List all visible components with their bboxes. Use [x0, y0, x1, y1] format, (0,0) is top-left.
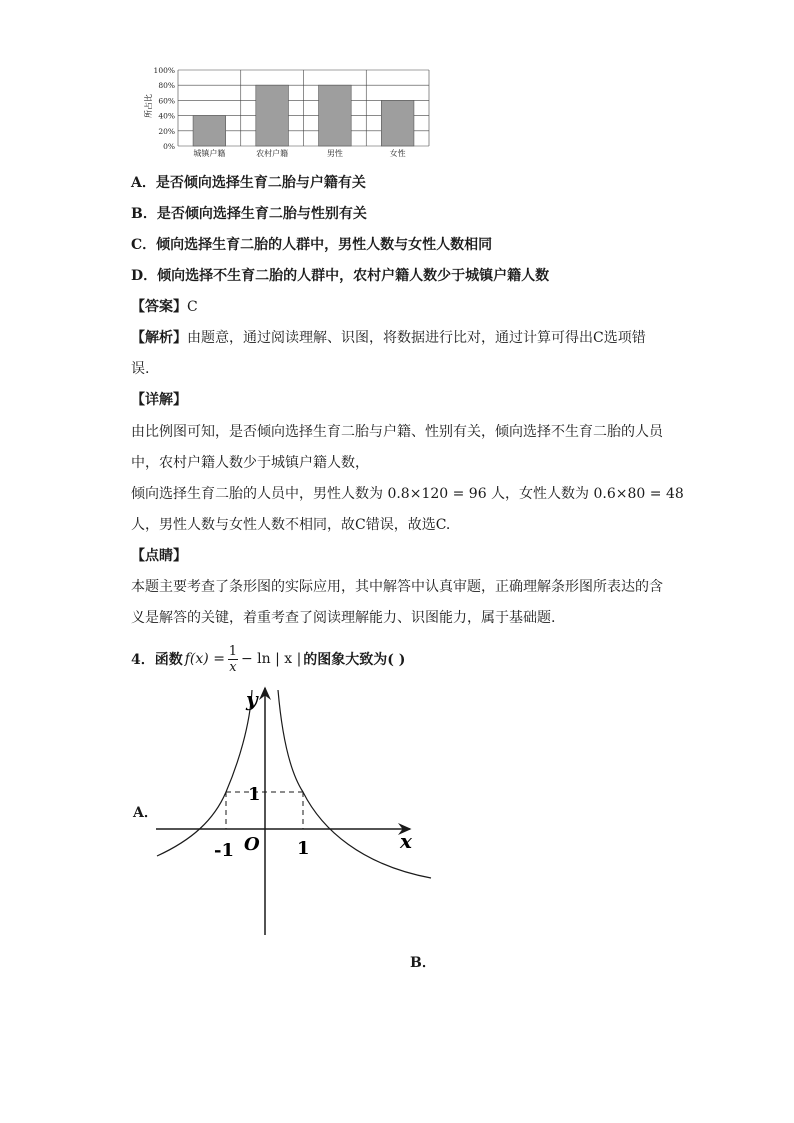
- y-axis-label: y: [246, 687, 258, 711]
- option-b-label: B．: [410, 955, 436, 971]
- chart-ylabel: 所占比: [144, 94, 153, 118]
- bar-chart: [135, 62, 435, 162]
- x-category-label: 农村户籍: [256, 149, 289, 158]
- detail-tag: 【详解】: [131, 392, 187, 408]
- question-4-suffix: 的图象大致为( ): [303, 652, 406, 668]
- detail-line-3: 倾向选择生育二胎的人员中，男性人数为 0.8×120 = 96 人，女性人数为 0.6×80 = 48: [131, 486, 684, 502]
- question-4: [131, 644, 405, 674]
- option-a-label: A．: [133, 805, 158, 821]
- function-rhs: − ln | x |: [240, 651, 302, 667]
- bar-1: [256, 85, 289, 146]
- detail-line-4: 人，男性人数与女性人数不相同，故C错误，故选C.: [131, 517, 451, 533]
- fraction: [228, 645, 238, 675]
- answer-line: [131, 296, 198, 316]
- fraction-numerator: 1: [228, 644, 238, 659]
- x-axis-label: x: [400, 829, 412, 853]
- detail-line-1: 由比例图可知，是否倾向选择生育二胎与户籍、性别有关，倾向选择不生育二胎的人员: [131, 424, 663, 440]
- detail-line-2: 中，农村户籍人数少于城镇户籍人数，: [131, 455, 369, 471]
- function-graph-a: [152, 680, 442, 942]
- x-category-label: 城镇户籍: [193, 149, 226, 158]
- option-c: C．倾向选择生育二胎的人群中，男性人数与女性人数相同: [131, 237, 493, 253]
- y-tick-label: 80%: [158, 81, 175, 91]
- analysis-line-2: 误.: [131, 361, 150, 377]
- fraction-denominator: x: [229, 660, 237, 675]
- function-lhs: f(x) =: [184, 651, 225, 667]
- comment-tag: 【点睛】: [131, 548, 187, 564]
- tick-y-one: 1: [248, 784, 261, 805]
- bar-3: [381, 100, 414, 146]
- y-tick-label: 0%: [163, 142, 175, 151]
- origin-label: O: [244, 834, 260, 855]
- y-tick-label: 100%: [153, 66, 175, 75]
- analysis-line-1: [131, 327, 646, 347]
- analysis-tag: 【解析】: [131, 330, 187, 346]
- option-b: B．是否倾向选择生育二胎与性别有关: [131, 206, 367, 222]
- x-category-label: 男性: [326, 149, 343, 158]
- y-tick-label: 60%: [158, 96, 175, 106]
- y-tick-label: 20%: [158, 126, 175, 136]
- tick-neg-one: -1: [214, 840, 234, 861]
- bar-2: [319, 85, 352, 146]
- tick-pos-one: 1: [297, 838, 310, 859]
- option-a: A．是否倾向选择生育二胎与户籍有关: [131, 175, 366, 191]
- answer-tag: 【答案】: [131, 299, 187, 315]
- y-tick-label: 40%: [158, 111, 175, 121]
- option-d: D．倾向选择不生育二胎的人群中，农村户籍人数少于城镇户籍人数: [131, 268, 550, 284]
- comment-line-2: 义是解答的关键，着重考查了阅读理解能力、识图能力，属于基础题.: [131, 610, 556, 626]
- comment-line-1: 本题主要考查了条形图的实际应用，其中解答中认真审题，正确理解条形图所表达的含: [131, 579, 663, 595]
- x-category-label: 女性: [389, 149, 406, 158]
- answer-value: C: [187, 299, 198, 315]
- curve-left-branch: [157, 690, 252, 856]
- analysis-text-1: 由题意，通过阅读理解、识图，将数据进行比对，通过计算可得出C选项错: [187, 330, 646, 346]
- bar-0: [193, 116, 226, 146]
- question-4-prefix: 4．函数: [131, 652, 183, 668]
